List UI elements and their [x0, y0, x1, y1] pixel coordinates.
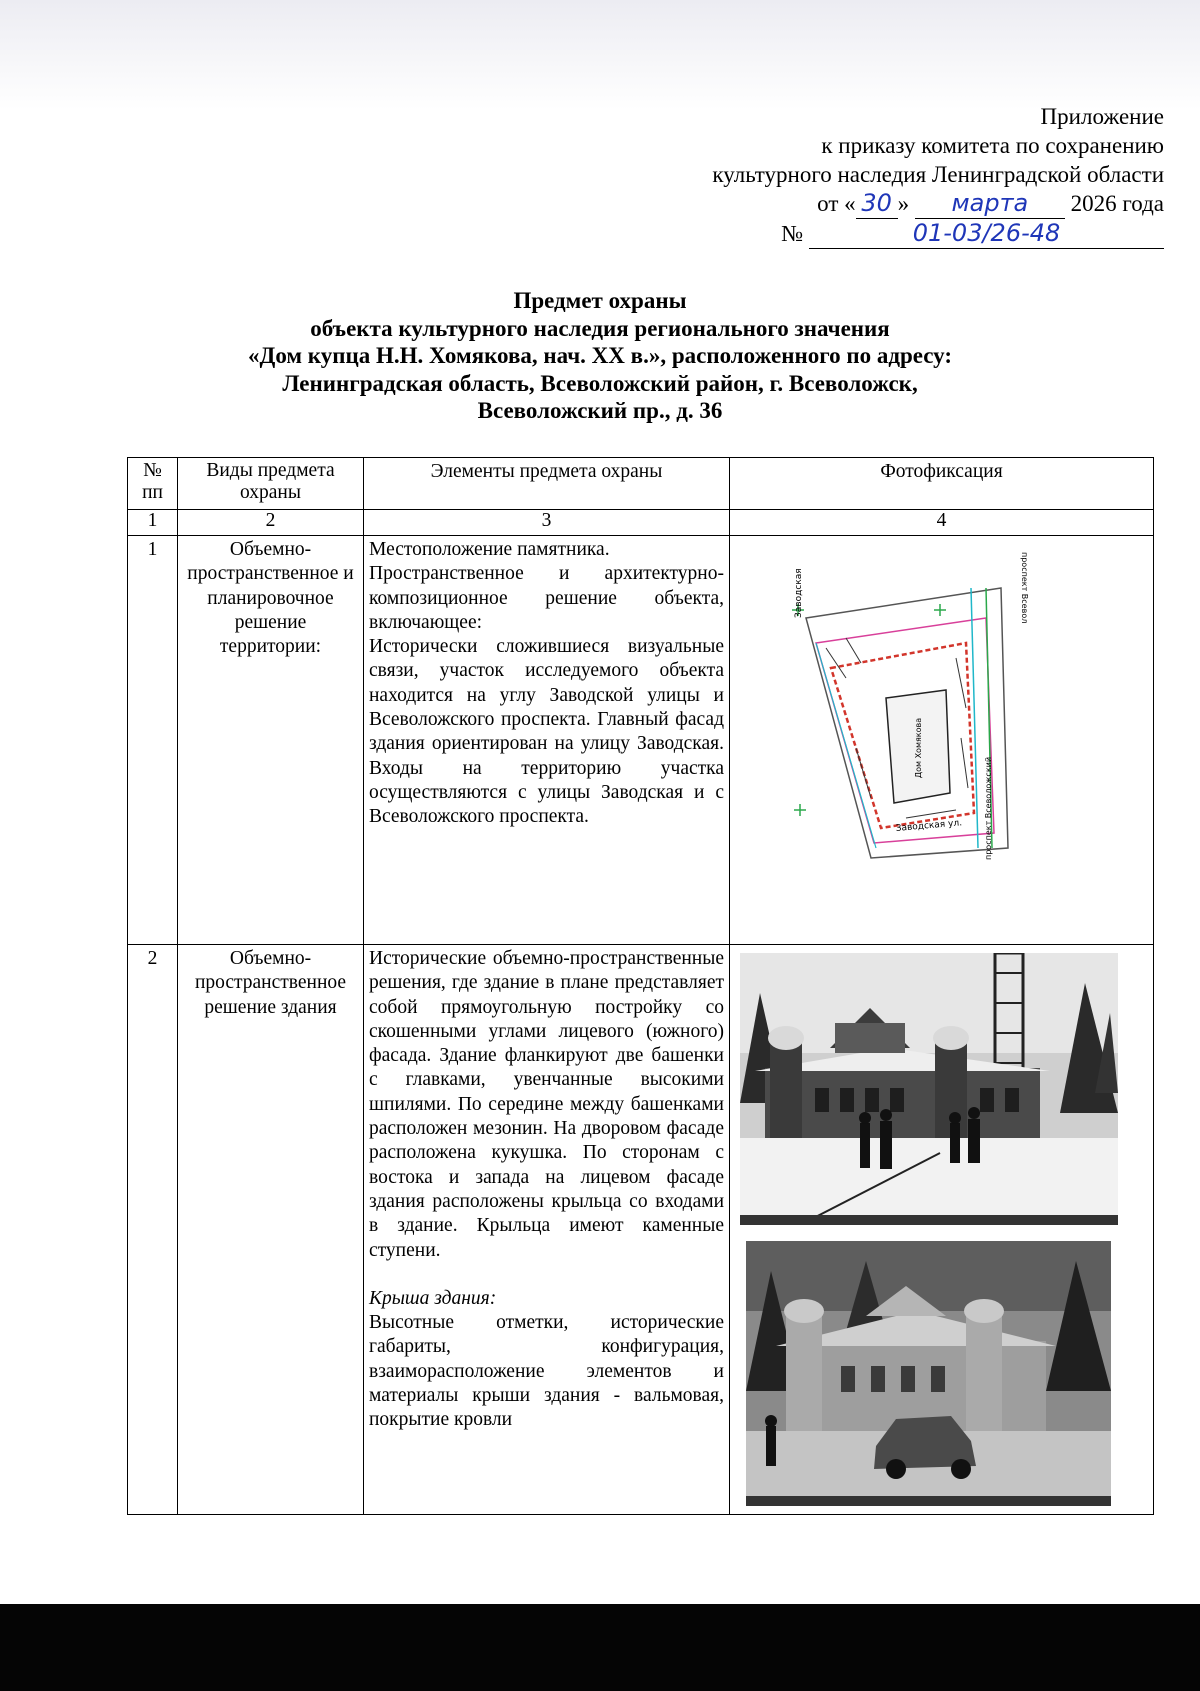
protection-subject-table: [127, 457, 1154, 1515]
avenue-label-top: проспект Всевол: [1020, 552, 1029, 624]
date-year: 2026 года: [1070, 191, 1164, 216]
handwritten-day: 30: [861, 189, 892, 217]
header-elements: Элементы предмета охраны: [364, 458, 730, 510]
title-line-5: Всеволожский пр., д. 36: [477, 398, 723, 423]
roof-text: Высотные отметки, исторические габариты, конфигурация, взаиморасположение элементов и материалы крыши здания - вальмовая, покрытие кровли: [369, 1312, 724, 1431]
site-plan-map: [786, 548, 1036, 878]
row-elements: [364, 945, 730, 1515]
appendix-title: Приложение: [1040, 104, 1164, 129]
avenue-label-bottom: проспект Всеволожский: [984, 756, 993, 860]
appendix-date-line: от « 30 » марта 2026 года: [817, 189, 1164, 217]
document-title: [150, 287, 1050, 425]
historic-photo-winter: [740, 953, 1118, 1225]
appendix-number-line: № 01-03/26-48: [604, 219, 1164, 249]
element-text: Пространственное и архитектурно-композиционное решение объекта, включающее:: [369, 563, 724, 633]
column-number-row: [128, 510, 1154, 536]
historic-photo-with-car: [746, 1241, 1111, 1506]
element-text: Исторически сложившиеся визуальные связи, участок исследуемого объекта находится на углу Заводской улицы и Всеволожского проспекта. Главный фасад здания ориентирован на улицу Заводская. Входы на территорию участка осуществляются с улицы Заводская и с Всеволожского проспекта.: [369, 636, 724, 828]
row-photo: [730, 945, 1154, 1515]
street-label-top: Заводская: [794, 568, 804, 618]
col-number-4: 4: [730, 510, 1154, 536]
table-row: [128, 536, 1154, 945]
house-label: Дом Хомякова: [914, 717, 923, 779]
handwritten-number: 01-03/26-48: [912, 219, 1061, 247]
title-line-2: объекта культурного наследия регионального значения: [310, 315, 890, 341]
street-label: Заводская ул.: [895, 818, 963, 834]
table-row: [128, 945, 1154, 1515]
col-number-2: 2: [178, 510, 364, 536]
row-number: 1: [128, 536, 178, 945]
col-number-3: 3: [364, 510, 730, 536]
row-number: 2: [128, 945, 178, 1515]
title-line-1: Предмет охраны: [513, 288, 687, 313]
title-line-3: «Дом купца Н.Н. Хомякова, нач. XX в.», расположенного по адресу:: [248, 343, 952, 368]
appendix-header: [604, 102, 1164, 249]
handwritten-month: марта: [951, 189, 1029, 217]
element-text: Исторические объемно-пространственные решения, где здание в плане представляет собой прямоугольную постройку со скошенными углами лицевого (южного) фасада. Здание фланкируют две башенки с главками, увенчанные высокими шпилями. По середине между башенками расположен мезонин. На дворовом фасаде расположена кукушка. По сторонам с востока и запада на лицевом фасаде здания расположены крыльца со входами в здание. Крыльца имеют каменные ступени.: [369, 948, 724, 1261]
element-text: Местоположение памятника.: [369, 539, 610, 560]
scan-bottom-edge: [0, 1604, 1200, 1691]
header-photo: Фотофиксация: [730, 458, 1154, 510]
table-header-row: [128, 458, 1154, 510]
appendix-committee-line: культурного наследия Ленинградской области: [712, 162, 1164, 187]
row-type: Объемно-пространственное и планировочное решение территории:: [178, 536, 364, 945]
col-number-1: 1: [128, 510, 178, 536]
header-number: № пп: [128, 458, 178, 510]
row-type: Объемно-пространственное решение здания: [178, 945, 364, 1515]
roof-heading: Крыша здания:: [369, 1287, 497, 1309]
title-line-4: Ленинградская область, Всеволожский район, г. Всеволожск,: [282, 370, 918, 396]
scan-shadow: [0, 0, 1200, 110]
header-type: Виды предмета охраны: [178, 458, 364, 510]
row-elements: [364, 536, 730, 945]
appendix-order-line: к приказу комитета по сохранению: [821, 133, 1164, 158]
row-photo: [730, 536, 1154, 945]
